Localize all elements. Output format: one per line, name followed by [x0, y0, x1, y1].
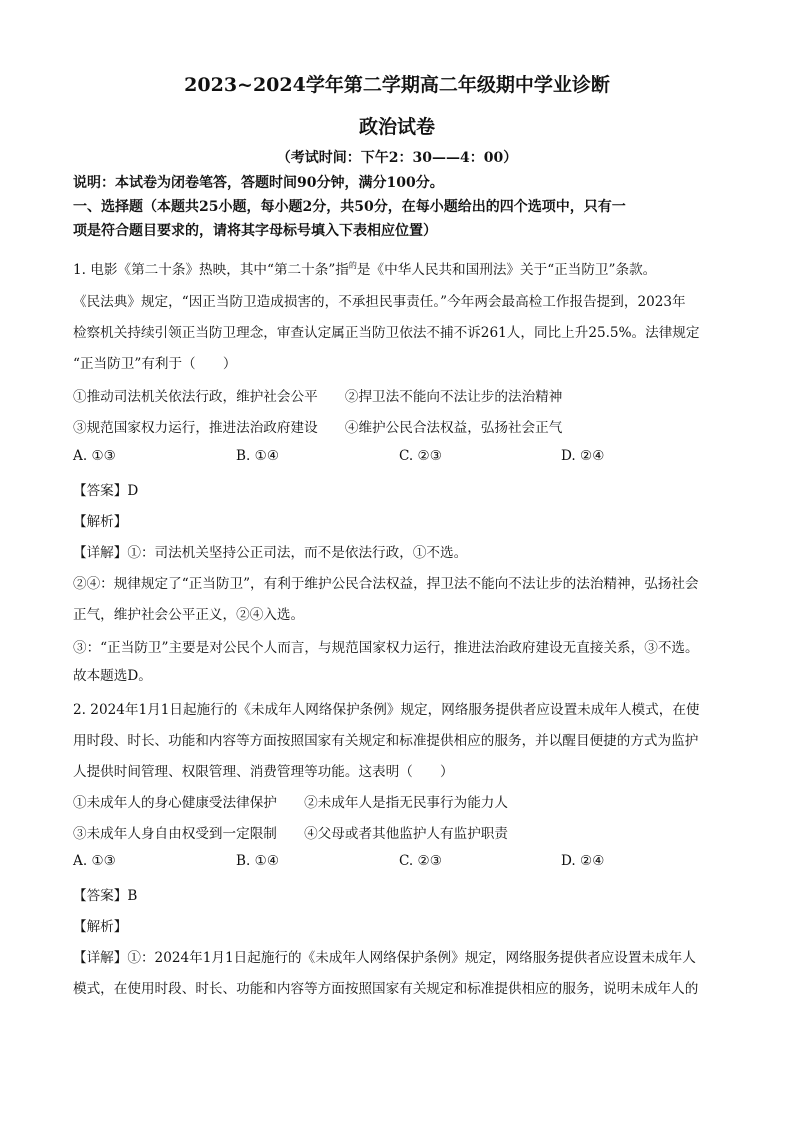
q1-detail-line5: 故本题选D。: [73, 668, 152, 684]
q2-option-a: A. ①③: [73, 853, 116, 869]
q2-items-3-4: ③未成年人身自由权受到一定限制 ④父母或者其他监护人有监护职责: [73, 826, 508, 842]
exam-title: 2023~2024学年第二学期高二年级期中学业诊断: [184, 74, 610, 96]
q1-detail-line4: ③：“正当防卫”主要是对公民个人而言，与规范国家权力运行，推进法治政府建设无直接关系，③不选。: [73, 640, 699, 656]
q1-option-a: A. ①③: [73, 448, 116, 464]
q1-stem-b: 是《中华人民共和国刑法》关于“正当防卫”条款。: [356, 262, 657, 278]
q1-option-b: B. ①④: [236, 448, 280, 464]
q1-items-3-4: ③规范国家权力运行，推进法治政府建设 ④维护公民合法权益，弘扬社会正气: [73, 420, 563, 436]
q2-detail-line1: 【详解】①：2024年1月1日起施行的《未成年人网络保护条例》规定，网络服务提供者应设置未成年人: [73, 950, 696, 966]
exam-time: （考试时间：下午2：30——4：00）: [276, 150, 518, 166]
q1-option-c: C. ②③: [399, 448, 442, 464]
q2-answer: 【答案】B: [73, 888, 138, 904]
q1-answer: 【答案】D: [73, 483, 139, 499]
q1-stem-line2: 《民法典》规定，“因正当防卫造成损害的，不承担民事责任。”今年两会最高检工作报告提到，2023年: [73, 294, 686, 310]
q1-stem-superscript: 的: [348, 261, 357, 270]
q1-analysis-label: 【解析】: [73, 514, 128, 530]
section-heading-line2: 项是符合题目要求的，请将其字母标号填入下表相应位置）: [73, 223, 437, 239]
q2-stem-line2: 用时段、时长、功能和内容等方面按照国家有关规定和标准提供相应的服务，并以醒目便捷的方式为监护: [73, 733, 699, 749]
instructions: 说明：本试卷为闭卷笔答，答题时间90分钟，满分100分。: [73, 175, 444, 191]
q1-stem-line1: [73, 258, 723, 278]
q2-items-1-2: ①未成年人的身心健康受法律保护 ②未成年人是指无民事行为能力人: [73, 795, 508, 811]
subject-title: 政治试卷: [358, 116, 435, 138]
section-heading-line1: 一、选择题（本题共25小题，每小题2分，共50分，在每小题给出的四个选项中，只有一: [73, 199, 626, 215]
q2-detail-line2: 模式，在使用时段、时长、功能和内容等方面按照国家有关规定和标准提供相应的服务，说明未成年人的: [73, 981, 699, 997]
q1-detail-line2: ②④：规律规定了“正当防卫”，有利于维护公民合法权益，捍卫法不能向不法让步的法治精神，弘扬社会: [73, 576, 699, 592]
q1-stem-line3: 检察机关持续引领正当防卫理念，审查认定属正当防卫依法不捕不诉261人，同比上升25.5%。法律规定: [73, 325, 700, 341]
q1-items-1-2: ①推动司法机关依法行政，维护社会公平 ②捍卫法不能向不法让步的法治精神: [73, 389, 563, 405]
q2-option-c: C. ②③: [399, 853, 442, 869]
q2-analysis-label: 【解析】: [73, 919, 128, 935]
q1-option-d: D. ②④: [561, 448, 605, 464]
q1-detail-line1: 【详解】①：司法机关坚持公正司法，而不是依法行政，①不选。: [73, 545, 468, 561]
q2-stem-line1: 2. 2024年1月1日起施行的《未成年人网络保护条例》规定，网络服务提供者应设置未成年人模式，在使: [73, 702, 700, 718]
q1-stem-line4: “正当防卫”有利于（ ）: [73, 356, 237, 372]
q2-option-b: B. ①④: [236, 853, 280, 869]
q1-detail-line3: 正气，维护社会公平正义，②④入选。: [73, 607, 305, 623]
q1-stem-a: 1. 电影《第二十条》热映，其中“第二十条”指: [73, 262, 349, 278]
q2-stem-line3: 人提供时间管理、权限管理、消费管理等功能。这表明（ ）: [73, 764, 454, 780]
q2-option-d: D. ②④: [561, 853, 605, 869]
